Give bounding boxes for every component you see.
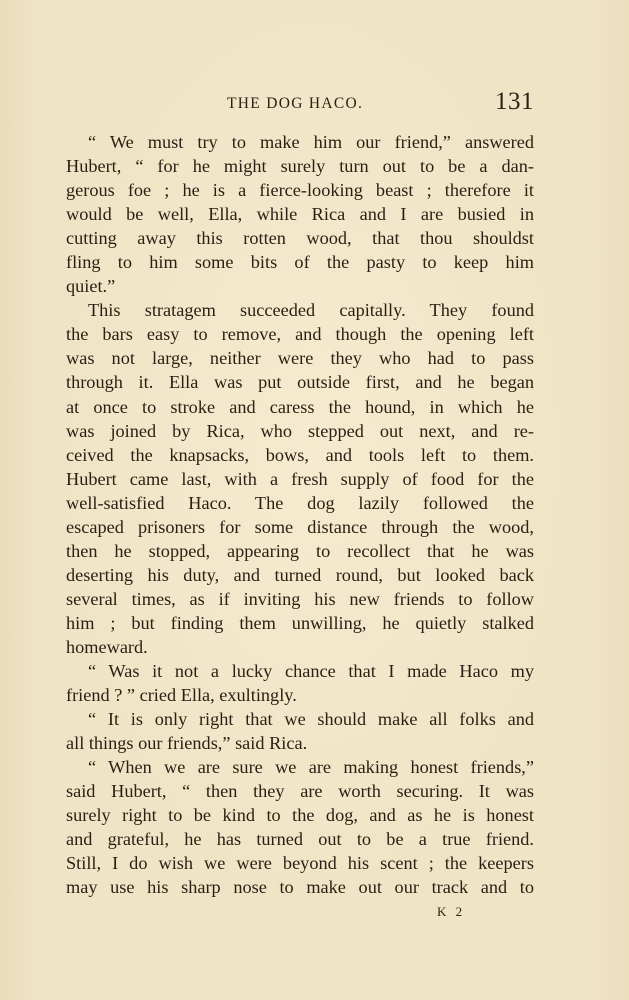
page-number: 131 [495, 88, 534, 115]
text-line: Hubert came last, with a fresh supply of food for the [66, 468, 534, 489]
text-line: “ When we are sure we are making honest friends,” [88, 757, 534, 778]
body-text [66, 130, 534, 900]
text-line: cutting away this rotten wood, that thou shouldst [66, 228, 534, 249]
running-title: THE DOG HACO. [227, 95, 364, 112]
text-line: gerous foe ; he is a fierce-looking beast ; therefore it [66, 180, 534, 201]
text-line: surely right to be kind to the dog, and as he is honest [66, 805, 534, 826]
text-line: may use his sharp nose to make out our track and to [66, 877, 534, 898]
text-line: This stratagem succeeded capitally. They found [88, 300, 534, 321]
text-line: the bars easy to remove, and though the opening left [66, 324, 534, 345]
text-line: then he stopped, appearing to recollect that he was [66, 540, 534, 561]
text-line: through it. Ella was put outside first, and he began [66, 372, 534, 393]
text-line: homeward. [66, 636, 148, 657]
text-line: was joined by Rica, who stepped out next, and re- [66, 420, 534, 441]
text-line: well-satisfied Haco. The dog lazily followed the [66, 492, 534, 513]
text-line: Still, I do wish we were beyond his scent ; the keepers [66, 853, 534, 874]
text-line: said Hubert, “ then they are worth securing. It was [66, 781, 534, 802]
text-line: would be well, Ella, while Rica and I are busied in [66, 204, 534, 225]
text-line: deserting his duty, and turned round, but looked back [66, 564, 534, 585]
text-line: ceived the knapsacks, bows, and tools left to them. [66, 444, 534, 465]
text-line: at once to stroke and caress the hound, in which he [66, 396, 534, 417]
text-line: “ It is only right that we should make all folks and [88, 709, 534, 730]
running-head [66, 88, 534, 122]
text-line: several times, as if inviting his new friends to follow [66, 588, 534, 609]
text-line: all things our friends,” said Rica. [66, 733, 308, 754]
text-line: quiet.” [66, 276, 116, 297]
text-line: fling to him some bits of the pasty to keep him [66, 252, 534, 273]
text-line: was not large, neither were they who had to pass [66, 348, 534, 369]
text-line: and grateful, he has turned out to be a true friend. [66, 829, 534, 850]
text-line: escaped prisoners for some distance through the wood, [66, 516, 534, 537]
signature-mark: K 2 [437, 904, 466, 919]
text-line: friend ? ” cried Ella, exultingly. [66, 685, 297, 706]
text-line: “ We must try to make him our friend,” answered [88, 132, 534, 152]
text-line: “ Was it not a lucky chance that I made Haco my [88, 661, 534, 682]
text-line: him ; but finding them unwilling, he quietly stalked [66, 612, 534, 633]
text-line: Hubert, “ for he might surely turn out to be a dan- [66, 156, 534, 177]
